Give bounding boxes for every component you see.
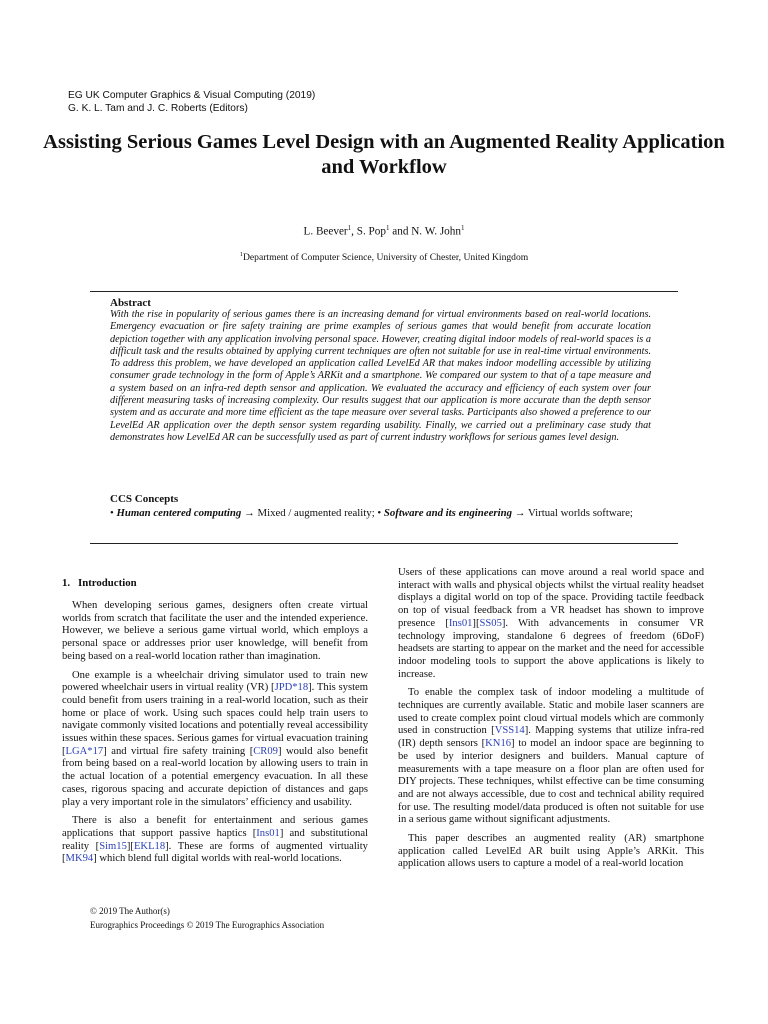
author-name: S. Pop [356, 225, 386, 238]
paragraph [398, 567, 704, 681]
text-run: ]. These are forms of augmented virtuality [ [62, 840, 368, 865]
citation-link[interactable]: Sim15 [99, 840, 127, 852]
citation-link[interactable]: MK94 [65, 853, 94, 865]
ccs-term: Software and its engineering [383, 507, 512, 519]
arrow: → [243, 507, 255, 519]
paragraph: This paper describes an augmented reality (AR) smartphone application called LevelEd AR built using Apple’s ARKit. This application allows users to capture a model of a real-world location [398, 833, 704, 870]
text-run: ]. Mapping systems that utilize infra-red (IR) depth sensors [ [398, 725, 704, 750]
text-run: ][ [126, 840, 134, 852]
paragraph [398, 687, 704, 827]
paper-title: Assisting Serious Games Level Design with an Augmented Reality Application and Workflow [43, 131, 725, 178]
paragraph [62, 670, 368, 810]
abstract-body: With the rise in popularity of serious games there is an increasing demand for virtual environments based on real-world locations. Emergency evacuation or fire safety training are prime examples of serious games that would benefit from accurate location depiction together with any application involving personal space. However, creating digital indoor models of real-world spaces is a difficult task and the results obtained by applying current techniques are often not suitable for use in real-time virtual environments. To address this problem, we have developed an application called LevelEd AR that makes indoor modelling accessible by utilizing consumer grade technology in the form of Apple’s ARKit and a smartphone. We compared our system to that of a tape measure and a system based on an infra-red depth sensor and application. We evaluated the accuracy and efficiency of each system over four different measuring tasks of increasing complexity. Our results suggest that our application is more accurate than the depth sensor system and as accurate and more time efficient as the tape measure over several tasks. Participants also showed a preference to our LevelEd AR application over the depth sensor system regarding usability. Finally, we carried out a preliminary case study that demonstrates how LevelEd AR can be successfully used as part of current industry workflows for serious games level design. [110, 309, 651, 443]
citation-link[interactable]: SS05 [479, 617, 502, 629]
arrow: → [514, 507, 526, 519]
editors-line: G. K. L. Tam and J. C. Roberts (Editors) [68, 103, 248, 114]
venue-line: EG UK Computer Graphics & Visual Computing (2019) [68, 90, 316, 101]
ccs-heading: CCS Concepts [110, 493, 179, 505]
bullet: • [110, 507, 114, 519]
text-run: Users of these applications can move around a real world space and interact with walls and physical objects whilst the virtual reality headset displays a digital world on top of the space. Providing tactile feedback on top of visual feedback from a VR headset has shown to improve presence [ [398, 567, 704, 629]
ccs-subterm: Virtual worlds software; [525, 507, 633, 519]
ccs-concepts [110, 507, 651, 521]
citation-link[interactable]: Ins01 [448, 617, 473, 629]
paragraph [62, 815, 368, 866]
bottom-divider [90, 543, 678, 544]
text-run: ][ [472, 617, 480, 629]
section-title: Introduction [78, 577, 137, 589]
ccs-subterm: Mixed / augmented reality; [254, 507, 378, 519]
citation-link[interactable]: KN16 [485, 738, 512, 750]
paragraph: When developing serious games, designers often create virtual worlds from scratch that facilitate the user and the intended experience. However, we believe a serious game virtual world, which employs a personal space or addresses prior user knowledge, will benefit from being based on a real-world location rather than imagination. [62, 600, 368, 662]
copyright-line: © 2019 The Author(s) [90, 906, 170, 916]
author-name: L. Beever [303, 225, 348, 238]
citation-link[interactable]: Ins01 [256, 827, 280, 839]
citation-link[interactable]: CR09 [253, 745, 278, 757]
text-run: To enable the complex task of indoor modeling a multitude of techniques are currently available. Static and mobile laser scanners are used to create complex point cloud virtual models which are commonly used in construction [ [398, 687, 704, 737]
top-divider [90, 291, 678, 292]
author-name: N. W. John [411, 225, 461, 238]
affiliation-marker: 1 [239, 251, 243, 258]
text-run: ] to model an indoor space are beginning to be used by interior designers and builders. Manual capture of measurements with a tape measure on a floor plan are often used for DIY projects. These techniques, whilst effective can be time consuming and are not always accessible, due to cost and technical ability required for use. The resulting model/data produced is often not suitable for use in a serious game without significant adjustments. [398, 738, 704, 826]
affiliation [0, 251, 768, 263]
affiliation-marker: 1 [347, 224, 352, 232]
left-column [62, 600, 368, 872]
text-run: ] and virtual fire safety training [ [103, 745, 254, 757]
text-run: ] would also benefit from being based on a real-world location by allowing users to train in the actual location of a potential emergency evacuation. In all these cases, rigorous spacing and accurate depiction of distances and gaps play a very important role in the simulators’ efficiency and usability. [62, 745, 368, 808]
text-run: One example is a wheelchair driving simulator used to train new powered wheelchair users in virtual reality (VR) [ [62, 669, 368, 694]
publisher-line: Eurographics Proceedings © 2019 The Eurographics Association [90, 920, 325, 930]
author-list [0, 224, 768, 238]
ccs-term: Human centered computing [116, 507, 242, 519]
citation-link[interactable]: JPD*18 [274, 682, 309, 694]
text-run: There is also a benefit for entertainment and serious games applications that support passive haptics [ [62, 815, 368, 839]
text-run: ] and substitutional reality [ [62, 827, 368, 852]
citation-link[interactable]: EKL18 [133, 840, 166, 852]
section-number: 1. [62, 577, 71, 589]
text-run: ]. This system could benefit from users training in a real-world location, such as their home or place of work. Using such spaces could help train users to navigate commonly visited locations and potentially reveal accessibility issues within these spaces. Serious games for virtual evacuation training [ [62, 682, 368, 757]
citation-link[interactable]: VSS14 [494, 725, 525, 737]
affiliation-marker: 1 [385, 224, 390, 232]
bullet: • [377, 507, 382, 519]
citation-link[interactable]: LGA*17 [65, 745, 104, 757]
text-run: ]. With advancements in consumer VR technology improving, standalone 6 degrees of freedom (6DoF) headsets are starting to appear on the market and the need for accessible indoor modeling tools to support the above applications is likely to increase. [398, 617, 704, 680]
affiliation-marker: 1 [460, 224, 465, 232]
affiliation-text: Department of Computer Science, University of Chester, United Kingdom [243, 252, 529, 264]
author-separator: and [389, 225, 412, 238]
text-run: ] which blend full digital worlds with real-world locations. [93, 853, 342, 865]
author-separator: , [351, 225, 357, 238]
section-heading [62, 577, 137, 589]
right-column [398, 567, 704, 877]
abstract-heading: Abstract [110, 297, 151, 309]
